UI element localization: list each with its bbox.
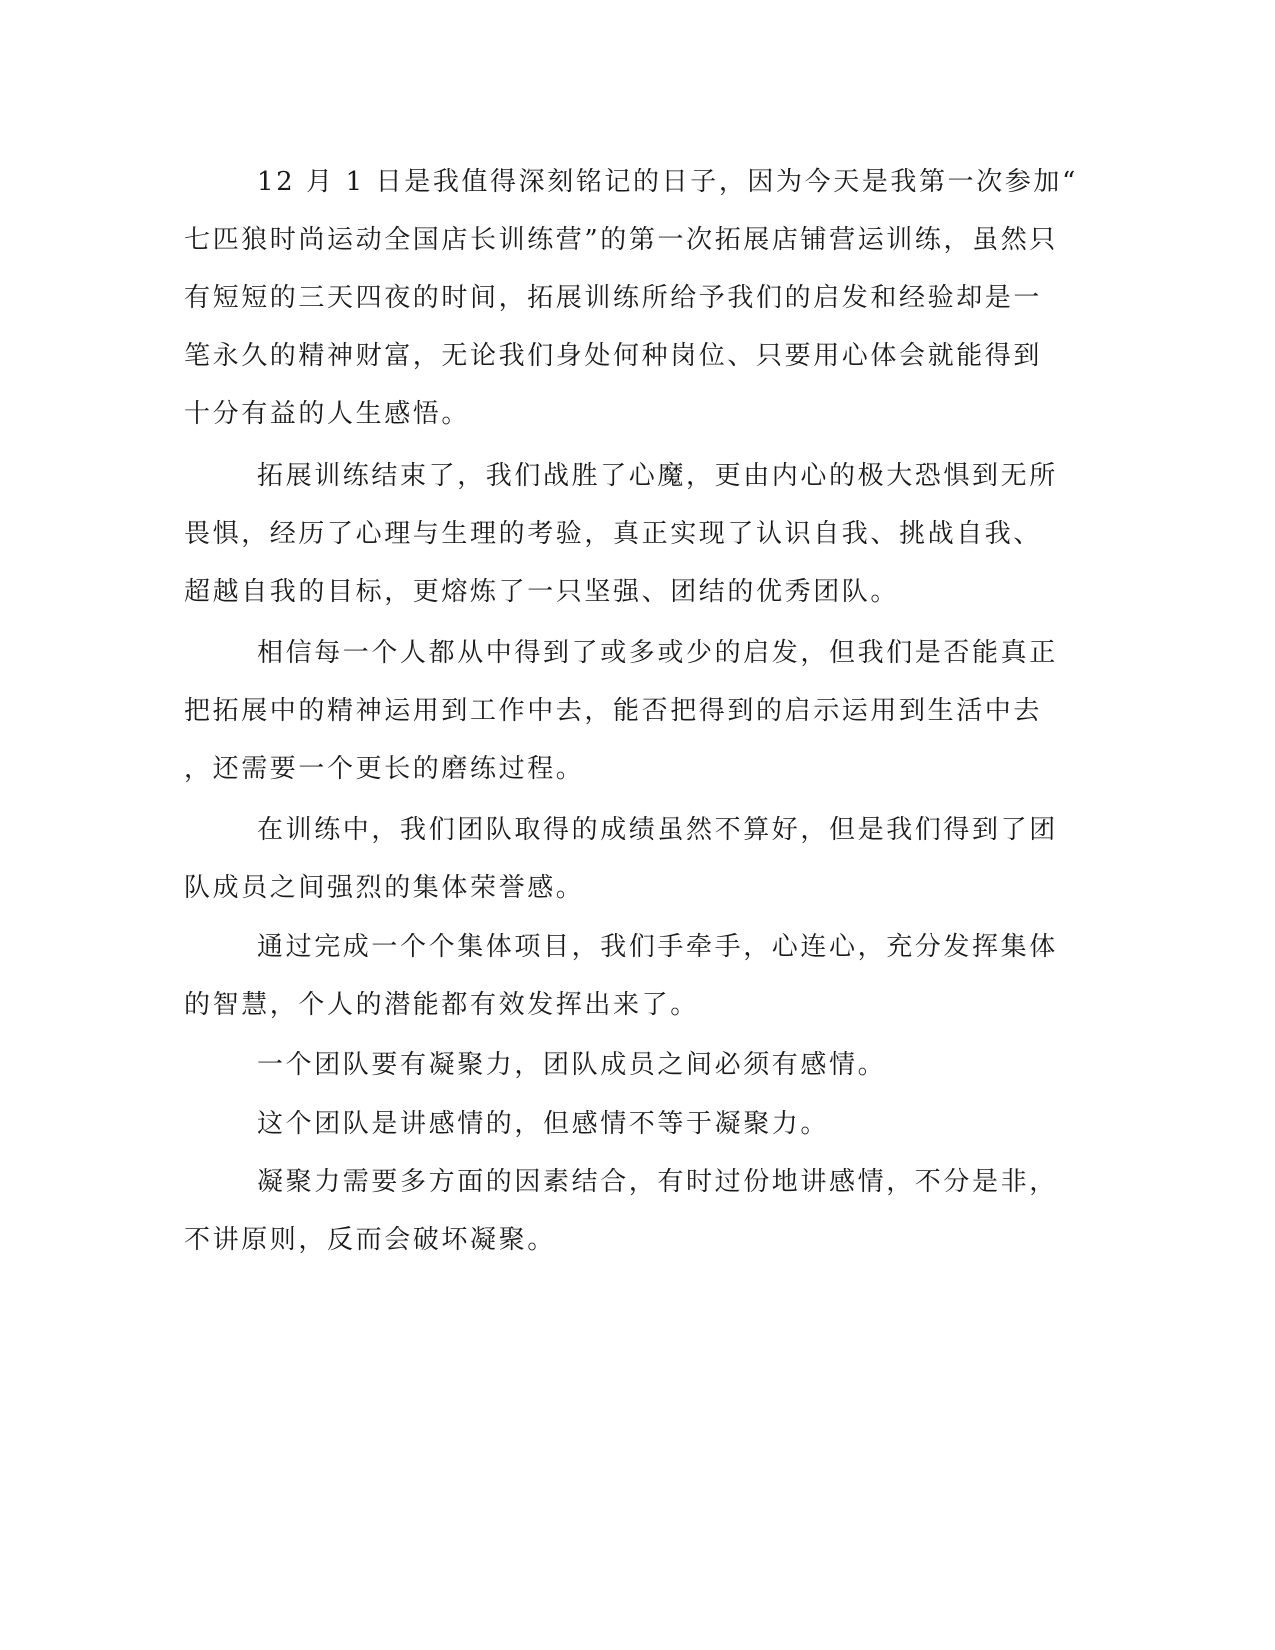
paragraph-5-line-1: 通过完成一个个集体项目，我们手牵手，心连心，充分发挥集体 <box>257 932 1058 962</box>
paragraph-8-line-2: 不讲原则，反而会破坏凝聚。 <box>184 1225 556 1255</box>
paragraph-2-line-1: 拓展训练结束了，我们战胜了心魔，更由内心的极大恐惧到无所 <box>257 461 1058 491</box>
paragraph-2-line-2: 畏惧，经历了心理与生理的考验，真正实现了认识自我、挑战自我、 <box>184 519 1043 549</box>
paragraph-6-line-1: 一个团队要有凝聚力，团队成员之间必须有感情。 <box>257 1050 887 1080</box>
paragraph-2-line-3: 超越自我的目标，更熔炼了一只坚强、团结的优秀团队。 <box>184 577 900 607</box>
paragraph-4-line-2: 队成员之间强烈的集体荣誉感。 <box>184 873 585 903</box>
paragraph-1-line-3: 有短短的三天四夜的时间，拓展训练所给予我们的启发和经验却是一 <box>184 283 1043 313</box>
paragraph-4-line-1: 在训练中，我们团队取得的成绩虽然不算好，但是我们得到了团 <box>257 815 1058 845</box>
paragraph-5-line-2: 的智慧，个人的潜能都有效发挥出来了。 <box>184 990 699 1020</box>
paragraph-1-line-1: 12 月 1 日是我值得深刻铭记的日子，因为今天是我第一次参加“ <box>257 167 1078 197</box>
paragraph-3-line-2: 把拓展中的精神运用到工作中去，能否把得到的启示运用到生活中去 <box>184 696 1043 726</box>
paragraph-1-line-4: 笔永久的精神财富，无论我们身处何种岗位、只要用心体会就能得到 <box>184 341 1043 371</box>
paragraph-1-line-5: 十分有益的人生感悟。 <box>184 399 471 429</box>
paragraph-3-line-3: ，还需要一个更长的磨练过程。 <box>184 754 585 784</box>
paragraph-8-line-1: 凝聚力需要多方面的因素结合，有时过份地讲感情，不分是非， <box>257 1167 1058 1197</box>
paragraph-3-line-1: 相信每一个人都从中得到了或多或少的启发，但我们是否能真正 <box>257 638 1058 668</box>
paragraph-7-line-1: 这个团队是讲感情的，但感情不等于凝聚力。 <box>257 1109 830 1139</box>
paragraph-1-line-2: 七匹狼时尚运动全国店长训练营”的第一次拓展店铺营运训练，虽然只 <box>184 225 1058 255</box>
